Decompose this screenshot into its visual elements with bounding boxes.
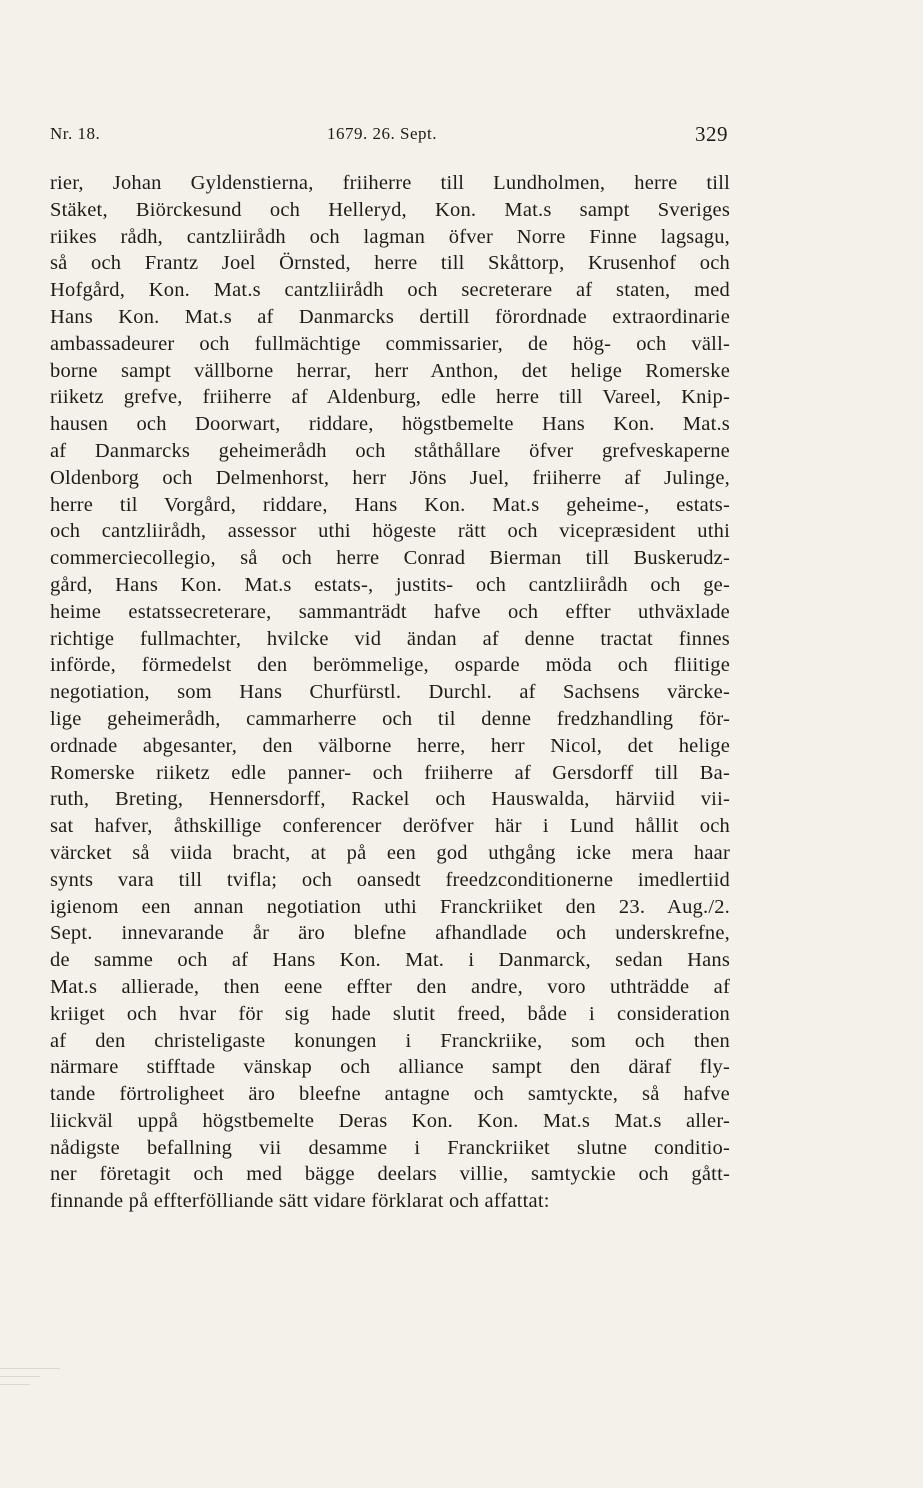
text-line: ruth, Breting, Hennersdorff, Rackel och Hauswalda, härviid vii- <box>50 788 730 811</box>
page-header <box>50 124 728 150</box>
text-line: de samme och af Hans Kon. Mat. i Danmarck, sedan Hans <box>50 949 730 972</box>
text-line: nådigste befallning vii desamme i Franckriiket slutne conditio- <box>50 1136 730 1159</box>
text-line: gård, Hans Kon. Mat.s estats-, justits- och cantzliirådh och ge- <box>50 573 730 596</box>
text-line: Oldenborg och Delmenhorst, herr Jöns Juel, friiherre af Julinge, <box>50 466 730 489</box>
text-line: af Danmarcks geheimerådh och ståthållare öfver grefveskaperne <box>50 439 730 462</box>
text-line: Stäket, Biörckesund och Helleryd, Kon. Mat.s sampt Sveriges <box>50 198 730 221</box>
page-edge-mark <box>0 1376 40 1377</box>
document-date: 1679. 26. Sept. <box>327 124 437 143</box>
text-line: Mat.s allierade, then eene effter den andre, voro uthträdde af <box>50 975 730 998</box>
text-line: Hans Kon. Mat.s af Danmarcks dertill förordnade extraordinarie <box>50 305 730 328</box>
text-line: finnande på effterfölliande sätt vidare förklarat och affattat: <box>50 1190 550 1213</box>
page-edge-mark <box>0 1384 30 1385</box>
text-line: negotiation, som Hans Churfürstl. Durchl. af Sachsens värcke- <box>50 681 730 704</box>
body-text <box>50 170 730 1215</box>
text-line: införde, förmedelst den berömmelige, osparde möda och fliitige <box>50 654 730 677</box>
text-line: Romerske riiketz edle panner- och friiherre af Gersdorff till Ba- <box>50 761 730 784</box>
text-line: riiketz grefve, friiherre af Aldenburg, edle herre till Vareel, Knip- <box>50 386 730 409</box>
text-line: sat hafver, åthskillige conferencer deröfver här i Lund hållit och <box>50 815 730 838</box>
text-line: så och Frantz Joel Örnsted, herre till Skåttorp, Krusenhof och <box>50 252 730 275</box>
text-line: commerciecollegio, så och herre Conrad Bierman till Buskerudz- <box>50 547 730 570</box>
text-line: hausen och Doorwart, riddare, högstbemelte Hans Kon. Mat.s <box>50 413 730 436</box>
text-line: herre til Vorgård, riddare, Hans Kon. Mat.s geheime-, estats- <box>50 493 730 516</box>
text-line: riikes rådh, cantzliirådh och lagman öfver Norre Finne lagsagu, <box>50 225 730 248</box>
page-number: 329 <box>695 122 728 146</box>
text-line: igienom een annan negotiation uthi Franckriiket den 23. Aug./2. <box>50 895 730 918</box>
text-line: ner företagit och med bägge deelars villie, samtyckie och gått- <box>50 1163 730 1186</box>
text-line: af den christeligaste konungen i Franckriike, som och then <box>50 1029 730 1052</box>
text-line: Hofgård, Kon. Mat.s cantzliirådh och secreterare af staten, med <box>50 279 730 302</box>
text-line: Sept. innevarande år äro blefne afhandlade och underskrefne, <box>50 922 730 945</box>
text-line: liickväl uppå högstbemelte Deras Kon. Kon. Mat.s Mat.s aller- <box>50 1109 730 1132</box>
text-line: lige geheimerådh, cammarherre och til denne fredzhandling för- <box>50 707 730 730</box>
text-line: närmare stifftade vänskap och alliance sampt den däraf fly- <box>50 1056 730 1079</box>
text-line: synts vara till tvifla; och oansedt freedzconditionerne imedlertiid <box>50 868 730 891</box>
text-line: kriiget och hvar för sig hade slutit freed, både i consideration <box>50 1002 730 1025</box>
text-line: richtige fullmachter, hvilcke vid ändan af denne tractat finnes <box>50 627 730 650</box>
text-line: värcket så viida bracht, at på een god uthgång icke mera haar <box>50 841 730 864</box>
document-number: Nr. 18. <box>50 124 101 143</box>
text-line: tande förtroligheet äro bleefne antagne och samtyckte, så hafve <box>50 1083 730 1106</box>
page-edge-mark <box>0 1368 60 1369</box>
text-line: borne sampt vällborne herrar, herr Anthon, det helige Romerske <box>50 359 730 382</box>
text-line: och cantzliirådh, assessor uthi högeste rätt och vicepræsident uthi <box>50 520 730 543</box>
text-line: ordnade abgesanter, den välborne herre, herr Nicol, det helige <box>50 734 730 757</box>
text-line: ambassadeurer och fullmächtige commissarier, de hög- och väll- <box>50 332 730 355</box>
text-line: heime estatssecreterare, sammanträdt hafve och effter uthväxlade <box>50 600 730 623</box>
text-line: rier, Johan Gyldenstierna, friiherre till Lundholmen, herre till <box>50 172 730 194</box>
